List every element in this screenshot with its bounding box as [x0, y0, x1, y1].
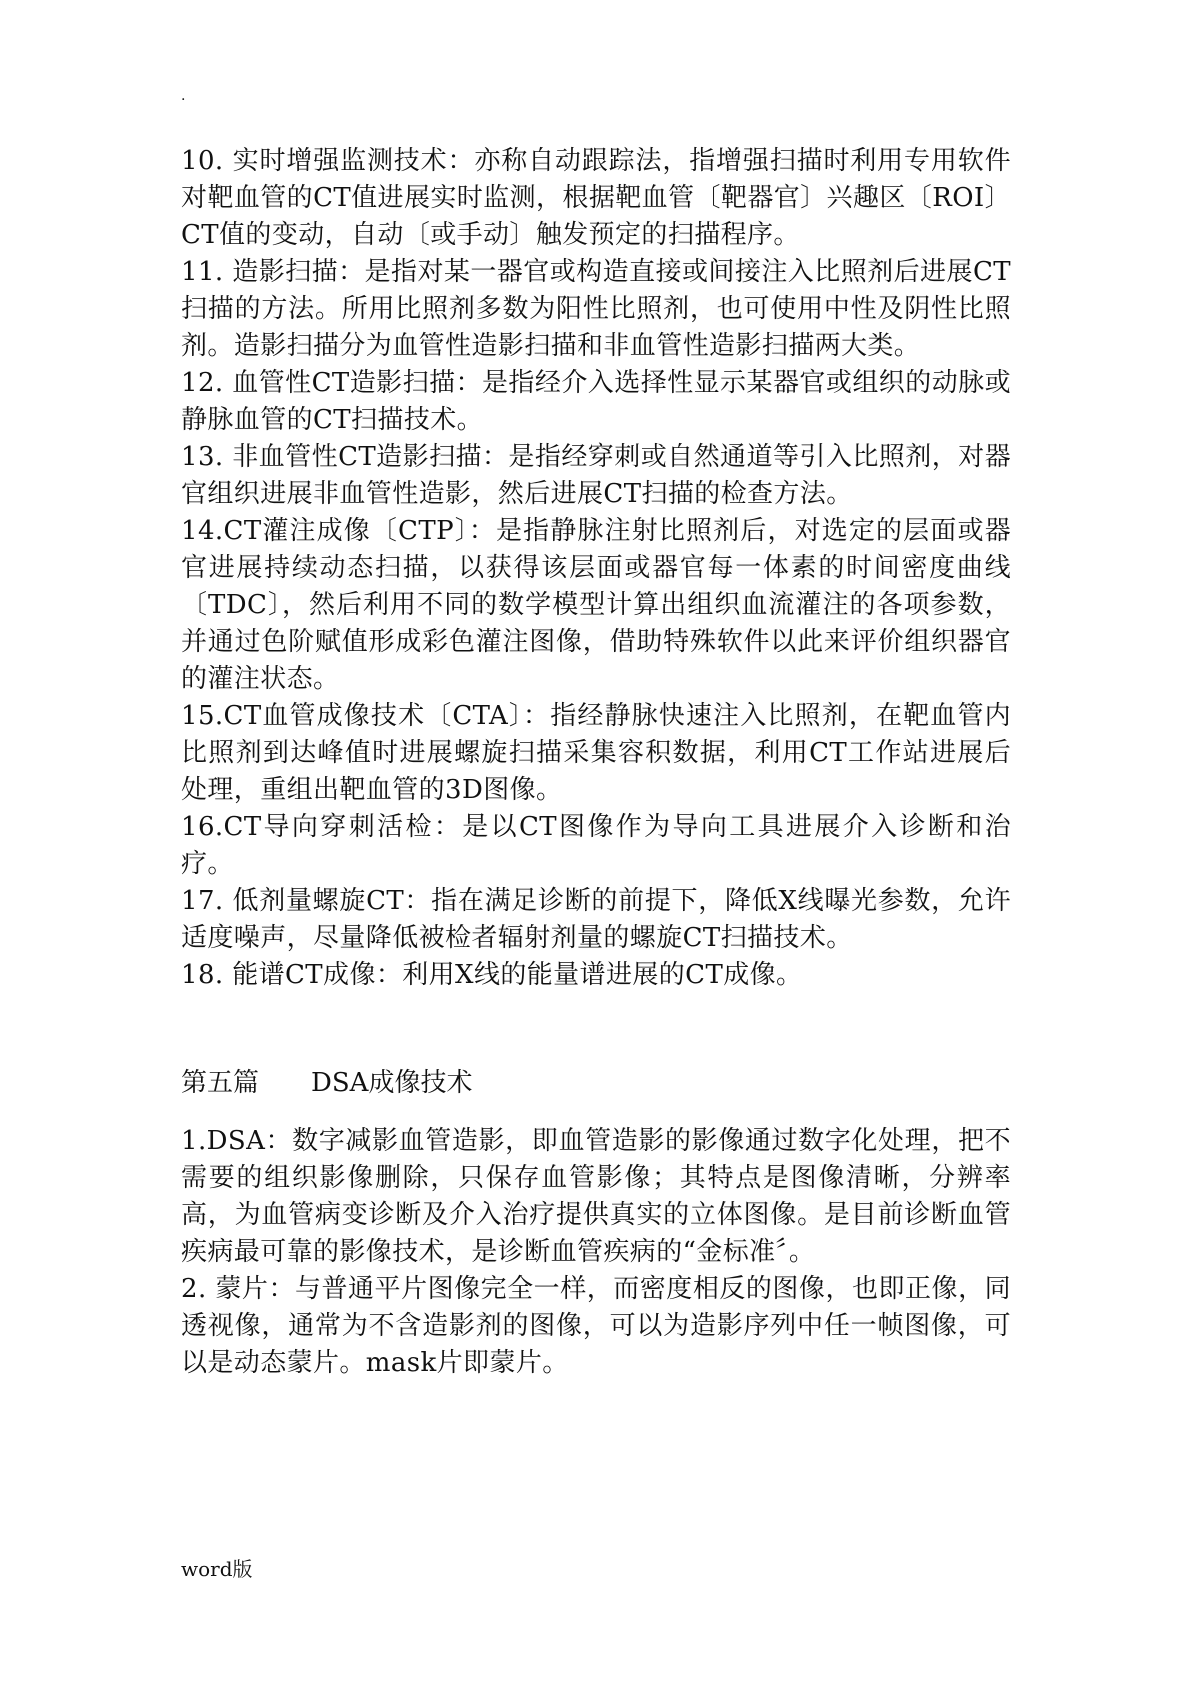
paragraph-11-contrast-scan: 11. 造影扫描：是指对某一器官或构造直接或间接注入比照剂后进展CT扫描的方法。所用比照剂多数为阳性比照剂，也可使用中性及阴性比照剂。造影扫描分为血管性造影扫描和非血管性造影扫描两大类。 — [181, 257, 1011, 361]
section-label: 第五篇 — [181, 1068, 260, 1098]
header-mark: . — [181, 88, 186, 104]
paragraph-14-ct-perfusion: 14.CT灌注成像〔CTP〕：是指静脉注射比照剂后，对选定的层面或器官进展持续动态扫描，以获得该层面或器官每一体素的时间密度曲线〔TDC〕，然后利用不同的数学模型计算出组织血流灌注的各项参数，并通过色阶赋值形成彩色灌注图像，借助特殊软件以此来评价组织器官的灌注状态。 — [181, 516, 1011, 694]
section-heading — [181, 1065, 1011, 1102]
paragraph-18-spectral-ct: 18. 能谱CT成像：利用X线的能量谱进展的CT成像。 — [181, 960, 803, 990]
paragraph-13-nonvascular-ct: 13. 非血管性CT造影扫描：是指经穿刺或自然通道等引入比照剂，对器官组织进展非血管性造影，然后进展CT扫描的检查方法。 — [181, 442, 1011, 509]
paragraph-2-mask: 2. 蒙片：与普通平片图像完全一样，而密度相反的图像，也即正像，同透视像，通常为不含造影剂的图像，可以为造影序列中任一帧图像，可以是动态蒙片。mask片即蒙片。 — [181, 1274, 1011, 1378]
paragraph-1-dsa: 1.DSA：数字减影血管造影，即血管造影的影像通过数字化处理，把不需要的组织影像删除，只保存血管影像；其特点是图像清晰，分辨率高，为血管病变诊断及介入治疗提供真实的立体图像。是目前诊断血管疾病最可靠的影像技术，是诊断血管疾病的“金标准〞。 — [181, 1126, 1011, 1267]
paragraph-17-low-dose-ct: 17. 低剂量螺旋CT：指在满足诊断的前提下，降低X线曝光参数，允许适度噪声，尽量降低被检者辐射剂量的螺旋CT扫描技术。 — [181, 886, 1011, 953]
document-body — [181, 143, 1011, 1382]
page-footer: word版 — [181, 1557, 253, 1581]
section-title: DSA成像技术 — [311, 1068, 473, 1098]
paragraph-15-cta: 15.CT血管成像技术〔CTA〕：指经静脉快速注入比照剂，在靶血管内比照剂到达峰值时进展螺旋扫描采集容积数据，利用CT工作站进展后处理，重组出靶血管的3D图像。 — [181, 701, 1011, 805]
paragraph-10-realtime-monitoring: 10. 实时增强监测技术：亦称自动跟踪法，指增强扫描时利用专用软件对靶血管的CT值进展实时监测，根据靶血管〔靶器官〕兴趣区〔ROI〕CT值的变动，自动〔或手动〕触发预定的扫描程序。 — [181, 146, 1011, 250]
paragraph-12-vascular-ct: 12. 血管性CT造影扫描：是指经介入选择性显示某器官或组织的动脉或静脉血管的CT扫描技术。 — [181, 368, 1011, 435]
paragraph-16-ct-guided-biopsy: 16.CT导向穿刺活检：是以CT图像作为导向工具进展介入诊断和治疗。 — [181, 812, 1011, 879]
